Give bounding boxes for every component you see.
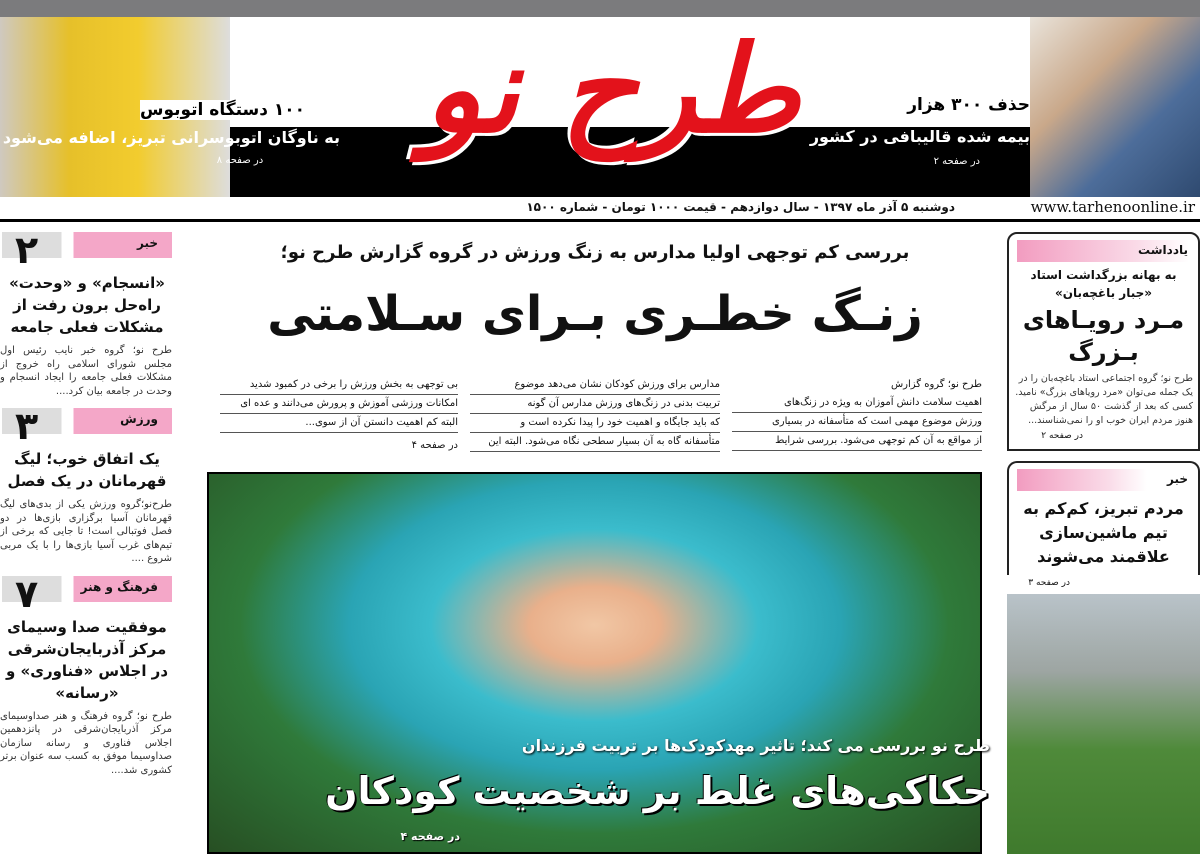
left-column — [0, 228, 172, 787]
note-page: در صفحه ۲ — [1041, 431, 1083, 441]
page-number: ۳ — [15, 404, 39, 448]
teaser-bus[interactable]: ۱۰۰ دستگاه اتوبوس به ناوگان اتوبوسرانی تبریز، اضافه می‌شود در صفحه ۸ — [2, 100, 340, 166]
news-page: در صفحه ۳ — [1028, 578, 1070, 588]
lead-column-1: طرح نو؛ گروه گزارش اهمیت سلامت دانش آموزان به ویژه در زنگ‌های ورزش موضوع مهمی است که متأسفانه در بسیاری از مواقع به آن کم توجهی می‌شود. بررسی شرایط — [732, 376, 982, 451]
photo-story-page: در صفحه ۴ — [400, 830, 460, 843]
right-column — [1007, 232, 1200, 854]
left-article-3 — [0, 571, 172, 778]
news-box: خبر مردم تبریز، کم‌کم به تیم ماشین‌سازی علاقمند می‌شوند — [1007, 461, 1200, 575]
left-article-1 — [0, 228, 172, 398]
left-headline-3[interactable]: موفقیت صدا وسیمای مرکز آذربایجان‌شرقی در اجلاس «فناوری» و «رسانه» — [5, 617, 169, 702]
website[interactable]: www.tarhenoonline.ir — [1030, 198, 1195, 216]
section-bar: خبر — [2, 232, 172, 258]
left-body-3: طرح نو؛ گروه فرهنگ و هنر صداوسیمای مرکز آذربایجان‌شرقی در پانزدهمین اجلاس فناوری و رسانه سازمان صداوسیما موفق به کسب سه عنوان برتر کشوری شد.... — [0, 710, 172, 776]
lead-kicker: بررسی کم توجهی اولیا مدارس به زنگ ورزش در گروه گزارش طرح نو؛ — [280, 242, 910, 263]
news-headline[interactable]: مردم تبریز، کم‌کم به تیم ماشین‌سازی علاقمند می‌شوند — [1023, 499, 1184, 566]
note-headline[interactable]: مـرد رویـاهای بـزرگ — [1022, 306, 1185, 366]
lead-headline[interactable]: زنـگ خطـری بـرای سـلامتی — [267, 286, 923, 342]
divider — [0, 219, 1200, 222]
page-number: ۲ — [15, 228, 39, 272]
left-headline-2[interactable]: یک اتفاق خوب؛ لیگ قهرمانان در یک فصل — [7, 450, 167, 490]
photo-story-title[interactable]: حکاکی‌های غلط بر شخصیت کودکان — [325, 769, 990, 813]
section-bar: ورزش — [2, 408, 172, 434]
left-article-2 — [0, 404, 172, 566]
note-body: طرح نو؛ گروه اجتماعی استاد باغچه‌بان را در یک جمله می‌توان «مرد رویاهای بزرگ» نامید. کسی که بعد از گذشت ۵۰ سال از مرگش هنوز مردم ایران خوب او را نمی‌شناسند... — [1015, 373, 1193, 426]
football-photo — [1007, 594, 1200, 854]
lead-column-2: مدارس برای ورزش کودکان نشان می‌دهد موضوع تربیت بدنی در زنگ‌های ورزش مدارس آن گونه که باید جایگاه و اهمیت خود را پیدا نکرده است و متأسفانه گاه به آن بسیار سطحی نگاه می‌شود. البته این — [470, 376, 720, 452]
left-body-2: طرح‌نو؛گروه ورزش یکی از بدی‌های لیگ قهرمانان آسیا برگزاری بازی‌ها در دو فصل فوتبالی است! تا جایی که برخی از تیم‌های غرب آسیا بازی‌ها را با یک مربی شروع .... — [0, 499, 172, 564]
carpet-weaving-photo — [1030, 17, 1200, 197]
page-number: ۷ — [15, 571, 39, 616]
left-body-1: طرح نو؛ گروه خبر نایب رئیس اول مجلس شورای اسلامی راه خروج از مشکلات فعلی جامعه را ایجاد انسجام و وحدت در جامعه بیان کرد.... — [0, 345, 172, 397]
note-box: یادداشت به بهانه بزرگداشت استاد «جبار باغچه‌بان» مـرد رویـاهای بـزرگ طرح نو؛ گروه اجتماعی استاد باغچه‌بان را در یک جمله می‌توان «مرد رویاهای بزرگ» نامید. کسی که بعد از گذشت ۵۰ سال از مرگش هنوز مردم ایران خوب او را نمی‌شناسند... در صفحه ۲ — [1007, 232, 1200, 451]
left-headline-1[interactable]: «انسجام» و «وحدت» راه‌حل برون رفت از مشکلات فعلی جامعه — [9, 274, 165, 336]
lead-column-3: بی توجهی به بخش ورزش را برخی در کمبود شدید امکانات ورزشی آموزش و پرورش می‌دانند و عده ای البته کم اهمیت دانستن آن از سوی... در صفحه ۴ — [220, 376, 458, 455]
section-bar: فرهنگ و هنر — [2, 576, 172, 602]
newspaper-logo: طرح نو — [423, 19, 800, 160]
note-kicker: به بهانه بزرگداشت استاد «جبار باغچه‌بان» — [1030, 268, 1177, 300]
lead-page-ref: در صفحه ۴ — [411, 440, 458, 451]
dateline: دوشنبه ۵ آذر ماه ۱۳۹۷ - سال دوازدهم - قیمت ۱۰۰۰ تومان - شماره ۱۵۰۰ — [526, 200, 955, 214]
teaser-carpet[interactable]: حذف ۳۰۰ هزار بیمه شده قالیبافی در کشور در صفحه ۲ — [809, 95, 1030, 167]
photo-story-kicker: طرح نو بررسی می کند؛ تاثیر مهدکودک‌ها بر تربیت فرزندان — [521, 736, 990, 755]
